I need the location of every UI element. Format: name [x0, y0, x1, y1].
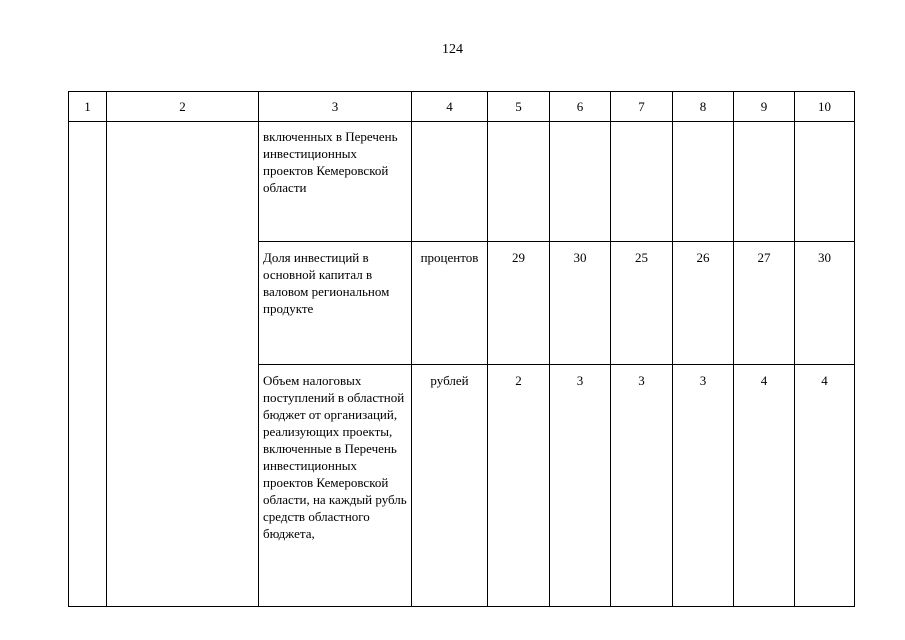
header-col-2: 2 — [107, 92, 259, 122]
table-row — [69, 122, 855, 242]
cell-value: 27 — [734, 242, 795, 365]
cell-indicator: Объем налоговых поступлений в областной бюджет от организаций, реализующих проекты, включенные в Перечень инвестиционных проектов Кемеровской области, на каждый рубль средств областного бюджета, — [259, 365, 412, 607]
cell-value: 3 — [550, 365, 611, 607]
cell-indicator: включенных в Перечень инвестиционных проектов Кемеровской области — [259, 122, 412, 242]
header-col-10: 10 — [795, 92, 855, 122]
cell-value — [550, 122, 611, 242]
cell-unit: рублей — [412, 365, 488, 607]
cell-value: 2 — [488, 365, 550, 607]
indicator-table — [68, 91, 855, 607]
cell-unit: процентов — [412, 242, 488, 365]
header-row — [69, 92, 855, 122]
header-col-5: 5 — [488, 92, 550, 122]
cell-number — [69, 122, 107, 607]
header-col-1: 1 — [69, 92, 107, 122]
cell-value — [611, 122, 673, 242]
cell-value: 29 — [488, 242, 550, 365]
cell-indicator: Доля инвестиций в основной капитал в валовом региональном продукте — [259, 242, 412, 365]
header-col-4: 4 — [412, 92, 488, 122]
cell-value: 30 — [795, 242, 855, 365]
cell-value: 30 — [550, 242, 611, 365]
header-col-3: 3 — [259, 92, 412, 122]
table-header — [69, 92, 855, 122]
cell-value: 25 — [611, 242, 673, 365]
header-col-6: 6 — [550, 92, 611, 122]
cell-value: 3 — [673, 365, 734, 607]
table-body — [69, 122, 855, 607]
cell-value — [734, 122, 795, 242]
cell-value — [673, 122, 734, 242]
header-col-8: 8 — [673, 92, 734, 122]
header-col-7: 7 — [611, 92, 673, 122]
cell-value — [488, 122, 550, 242]
cell-value: 26 — [673, 242, 734, 365]
cell-value: 3 — [611, 365, 673, 607]
cell-value — [795, 122, 855, 242]
header-col-9: 9 — [734, 92, 795, 122]
cell-goal — [107, 122, 259, 607]
cell-value: 4 — [734, 365, 795, 607]
cell-value: 4 — [795, 365, 855, 607]
page-number: 124 — [442, 42, 463, 57]
cell-unit — [412, 122, 488, 242]
